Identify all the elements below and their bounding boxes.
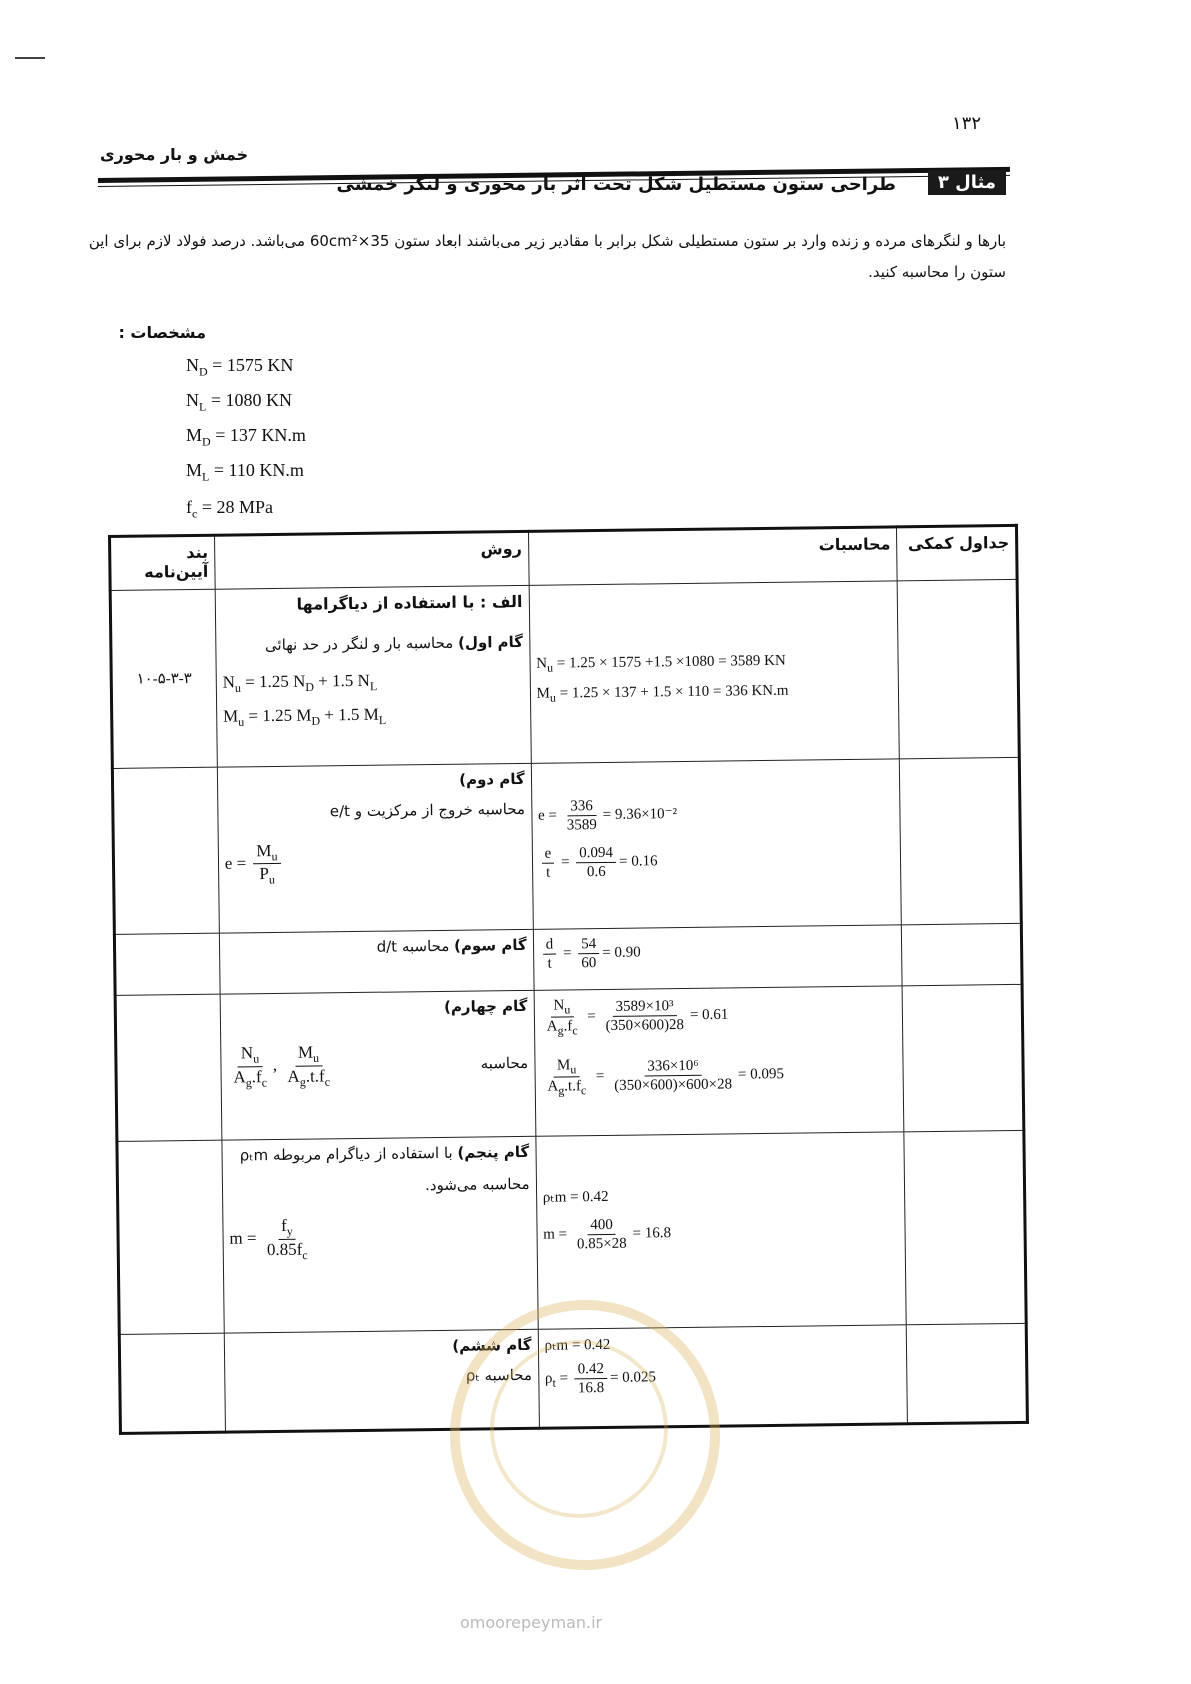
m-calc: m = $\frac{400}{0.85\times 28}$ = 16.8 xyxy=(543,1216,672,1253)
et-calc: $\frac{e}{t}$ = $\frac{0.094}{0.6}$ = 0.16 xyxy=(538,840,894,881)
dt-calc: $\frac{d}{t}$ = $\frac{54}{60}$ = 0.90 xyxy=(533,925,902,990)
param-ml: $M_L = 110$ KN.m xyxy=(186,460,304,484)
problem-statement: بارها و لنگرهای مرده و زنده وارد بر ستون مستطیلی شکل برابر با مقادیر زیر می‌باشند ابعاد ستون 35×60cm² می‌باشد. درصد فولاد لازم برای این xyxy=(88,232,1006,250)
nu-calc: $N_u = 1.25 \times 1575 +1.5 \times 1080 = 3589$ KN xyxy=(536,652,786,675)
e-formula: e = $\frac{M_u}{P_u}$ xyxy=(225,837,526,887)
header-aux: جداول کمکی xyxy=(897,525,1017,581)
rho-calc: $\rho_t$ = $\frac{0.42}{16.8}$ = 0.025 xyxy=(544,1360,657,1397)
watermark-text: omoorepeyman.ir xyxy=(460,1613,603,1632)
param-nl: $N_L = 1080$ KN xyxy=(186,390,292,414)
step5-text: با استفاده از دیاگرام مربوطه ρₜm xyxy=(239,1143,453,1165)
example-title: طراحی ستون مستطیل شکل تحت اثر بار محوری و لنگر خمشی xyxy=(336,174,896,195)
margin-mark xyxy=(15,57,45,59)
e-calc: e = $\frac{336}{3589}$ = 9.36×10⁻² xyxy=(537,797,678,833)
step1-title: گام اول) xyxy=(457,633,524,652)
step6-text: محاسبه ρₜ xyxy=(465,1365,533,1385)
param-nd: $N_D = 1575$ KN xyxy=(186,355,294,379)
step4-title: گام چهارم) xyxy=(443,996,528,1016)
problem-statement-2: ستون را محاسبه کنید. xyxy=(868,263,1006,281)
nu-formula: $N_u = 1.25$ $N_D + 1.5$ $N_L$ xyxy=(222,671,378,696)
table-row xyxy=(115,984,1024,1141)
calculation-table xyxy=(108,524,1029,1435)
nu-ratio-calc: $\frac{N_u}{A_g.f_c}$ = $\frac{\text{3589×10³}}{(350\times 600)28}$ = 0.61 xyxy=(546,997,729,1038)
table-row xyxy=(112,757,1021,935)
m-formula: m = $\frac{f_y}{0.85f_c}$ xyxy=(229,1215,308,1262)
step2-text: محاسبه خروج از مرکزیت و e/t xyxy=(329,799,526,820)
header-calc: محاسبات xyxy=(528,527,897,586)
example-badge: مثال ۳ xyxy=(928,170,1006,195)
header-method: روش xyxy=(214,531,528,589)
step6-title: گام ششم) xyxy=(452,1335,532,1355)
table-row xyxy=(110,580,1019,768)
chapter-title: خمش و بار محوری xyxy=(100,145,249,164)
watermark-seal-inner xyxy=(490,1340,668,1518)
rho-m-value: ρₜm = 0.42 xyxy=(542,1188,609,1206)
mu-formula: $M_u = 1.25$ $M_D + 1.5$ $M_L$ xyxy=(222,704,387,729)
param-fc: $f_c = 28$ MPa xyxy=(186,497,273,521)
mu-ratio-calc: $\frac{M_u}{A_g.t.f_c}$ = $\frac{\text{336×10⁶}}{(350\times 600)\times 600\times 28}$ = 0.095 xyxy=(547,1057,785,1098)
step2-title: گام دوم) xyxy=(459,769,525,789)
specs-label: مشخصات : xyxy=(118,323,206,342)
step3-text: محاسبه d/t xyxy=(376,937,450,957)
code-ref: ۱۰-۵-۳-۳ xyxy=(110,589,217,768)
step5-text-2: محاسبه می‌شود. xyxy=(424,1174,530,1195)
step3-title: گام سوم) xyxy=(454,936,527,956)
step5-title: گام پنجم) xyxy=(457,1142,530,1162)
step4-ratios: $\frac{N_u}{A_g.f_c}$ , $\frac{M_u}{A_g.t.f_c}$ xyxy=(233,1042,331,1090)
page-number: ۱۳۲ xyxy=(951,113,981,133)
header-code: بند آیین‌نامه xyxy=(110,535,215,591)
step4-text: محاسبه xyxy=(480,1054,529,1073)
section-a-title: الف : با استفاده از دیاگرامها xyxy=(296,592,523,614)
param-md: $M_D = 137$ KN.m xyxy=(186,425,306,449)
mu-calc: $M_u = 1.25 \times 137 + 1.5 \times 110 = 336$ KN.m xyxy=(536,682,789,705)
table-row xyxy=(114,924,1022,996)
rho-m-value-2: ρₜm = 0.42 xyxy=(544,1336,611,1354)
step1-text: محاسبه بار و لنگر در حد نهائی xyxy=(264,634,454,655)
